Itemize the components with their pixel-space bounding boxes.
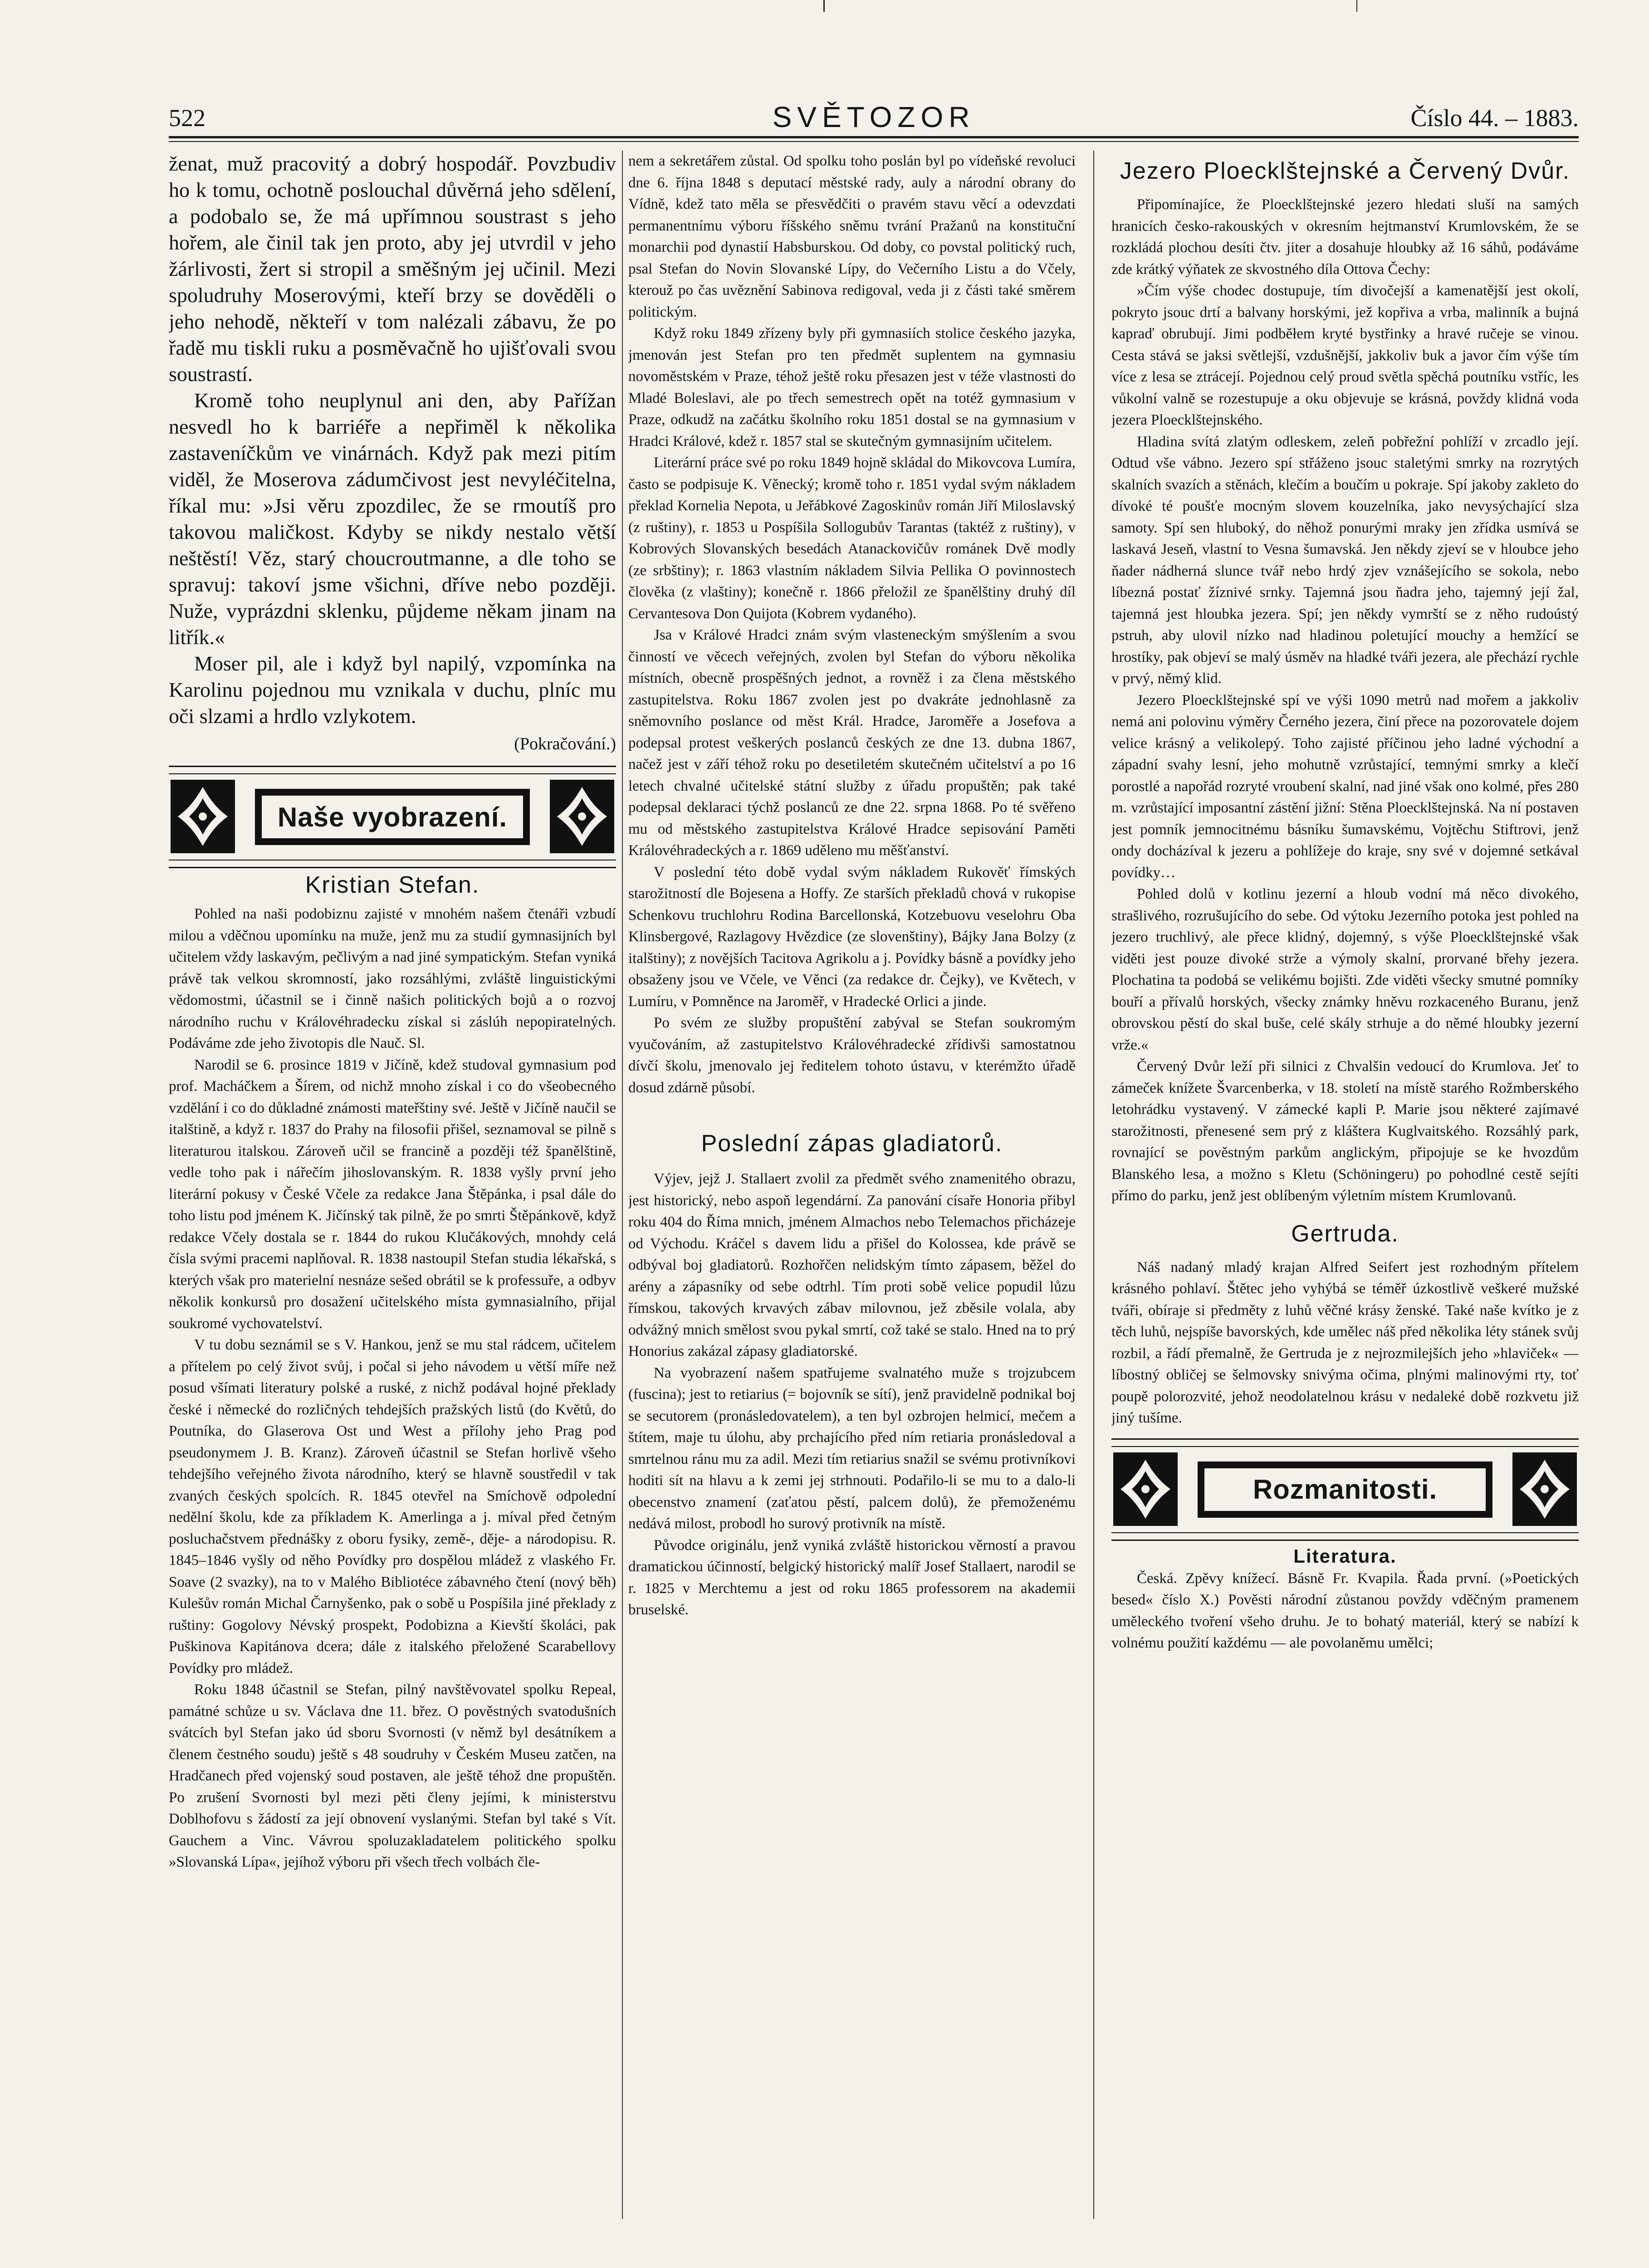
article-paragraph: Původce originálu, jenž vyniká zvláště historickou věrností a pravou dramatickou účinností, belgický historický malíř Josef Stallaert, narodil se r. 1825 v Merchtemu a jest od roku 1865 professorem na akademii bruselské. (628, 1537, 1076, 1618)
header-rule-thin (169, 141, 1579, 142)
article-heading: Kristian Stefan. (305, 872, 480, 898)
column-divider-1 (622, 151, 623, 2219)
article-paragraph: Literární práce své po roku 1849 hojně skládal do Mikovcova Lumíra, často se podpisuje K. Věnecký; kromě toho r. 1851 vydal svým nákladem překlad Kornelia Nepota, u Jeřábkové Zagoskinův román Jiří Miloslavský (z ruštiny), r. 1853 u Pospíšila Sollogubův Tarantas (taktéž z ruštiny), v Kobrových Slovanských besedách Atanackovičův románek Dvě modly (ze srbštiny); r. 1863 vlastním nákladem Silvia Pellika O povinnostech člověka (z vlaštiny); konečně r. 1866 přeložil ze španělštiny druhý díl Cervantesova Don Quijota (Kobrem vydaného). (628, 455, 1076, 622)
magazine-title: SVĚTOZOR (772, 101, 975, 133)
article-paragraph: Když roku 1849 zřízeny byly při gymnasiích stolice českého jazyka, jmenován jest Stefan pro ten předmět suplentem na gymnasiu novoměstském v Praze, téhož ještě roku přesazen jest v téže vlastnosti do Mladé Boleslavi, ale po třech semestrech opět na totéž gymnasium v Praze, odkudž na začátku školního roku 1851 dostal se na gymnasium v Hradci Králové, kdež r. 1857 stal se skutečným gymnasijním učitelem. (628, 325, 1076, 450)
banner-label: Naše vyobrazení. (261, 795, 524, 839)
story-paragraph: Moser pil, ale i když byl napilý, vzpomínka na Karolinu pojednou mu vznikala v duchu, plníc mu oči slzami a hrdlo vzlykotem. (169, 652, 616, 728)
issue-number: Číslo 44. – 1883. (1410, 104, 1579, 132)
fleur-ornament-icon (1511, 1451, 1579, 1528)
banner-label-frame (1198, 1461, 1492, 1518)
story-continuation-paragraph: ženat, muž pracovitý a dobrý hospodář. Povzbudiv ho k tomu, ochotně poslouchal důvěrná jeho sdělení, a podobalo se, že má upřímnou soustrast s jeho hořem, ale činil tak jen proto, aby jej utvrdil v jeho žárlivosti, žert si stropil a směšným jej učinil. Mezi spoludruhy Moserovými, kteří brzy se dověděli o jeho nehodě, někteří v tom nalézali zábavu, že po řadě mu tiskli ruku a posměvačně ho ujišťovali svou soustrastí. (169, 152, 616, 386)
column-1 (169, 151, 616, 2219)
article-heading: Gertruda. (1291, 1220, 1399, 1247)
top-border-mark-right (1356, 0, 1357, 12)
article-paragraph: Na vyobrazení našem spatřujeme svalnatého muže s trojzubcem (fuscina); jest to retiarius (= bojovník se sítí), jenž pravidelně podnikal boj se secutorem (pronásledovatelem), a ten byl ozbrojen helmicí, mečem a štítem, maje tu úlohu, aby prchajícího před ním retiaria pronásledoval a smrtelnou ránu mu za adil. Mezi tím retiarius snažil se svému protivníkovi hoditi sít na hlavu a k zemi jej strhnouti. Podařilo-li se mu to a dalo-li obecenstvo znamení (zaťatou pěstí, palcem dolů), že přemoženému nedává milost, probodl ho surový protivník na místě. (628, 1364, 1076, 1532)
page-number: 522 (169, 104, 206, 132)
page-header (169, 98, 1579, 134)
article-paragraph: Hladina svítá zlatým odleskem, zeleň pobřežní pohlíží v zrcadlo její. Odtud vše vábno. Jezero spí střáženo jsouc staletými smrky na rozrytých skalních svazích a stěnách, klečím a boučím u pokraje. Spí jakoby zakleto do dívoké té poušťe mocným slovem kouzelníka, jako nevysýchající slza samoty. Spí sen hluboký, do něhož ponurými mraky jen zřídka usmívá se laskavá Jeseň, vlastní to Vesna šumavská. Jen někdy zjeví se v hloubce jeho ňader nádherná slunce tvář nebo hrdý zjev vznášejícího se sokola, nebo líbezná postať žíznivé srnky. Tajemná jsou ňadra jeho, tajemný její žal, tajemná jest hloubka jezera. Spí; jen někdy vymrští se z něho rudoústý pstruh, aby ulovil nízko nad hladinou poletující mouchy a hemžící se hrostíky, pak objeví se malý úsměv na hladké tváři jezera, ale přechází rychle v prvý, němý klid. (1111, 433, 1579, 687)
column-3 (1111, 151, 1579, 2219)
article-paragraph: Jezero Ploecklštejnské spí ve výši 1090 metrů nad mořem a jakkoliv nemá ani polovinu výměry Černého jezera, činí přece na pozorovatele dojem velice krásný a velikolepý. Toho zajisté příčinou jeho ladné východní a západní svahy lesní, jeho mohutně vzrůstající, temnými smrky a klečí porostlé a napořád rozryté vroubení skalní, nad jiné však ono kolmé, přes 280 m. vzrůstající imposantní zástění jižní: Stěna Ploecklštejnská. Na ní postaven jest pomník jemnocitnému básníku šumavskému, Vojtěchu Stiftrovi, jenž ondy docházíval k jezeru a pohlížeje do kraje, sny své v dojemné setkával povídky… (1111, 692, 1579, 881)
column-2 (628, 151, 1076, 2219)
article-paragraph: Česká. Zpěvy knížecí. Básně Fr. Kvapila. Řada první. (»Poetických besed« číslo X.) Pověsti národní zůstanou povždy vděčným pramenem uměleckého tvoření všeho druhu. Je to bohatý materiál, který se nabízí k volnému použití každému — ale povolaněmu umělci; (1111, 1570, 1579, 1651)
article-paragraph: Připomínajíce, že Ploecklštejnské jezero hledati sluší na samých hranicích česko-rakouských v okresním hejtmanství Krumlovském, že se rozkládá plochou desíti čtv. jiter a dosahuje hloubky až 16 sáhů, podáváme zde krátký výňatek ze skvostného díla Ottova Čechy: (1111, 196, 1579, 278)
article-heading: Poslední zápas gladiatorů. (701, 1130, 1003, 1157)
top-border-mark (823, 0, 825, 12)
fleur-ornament-icon (169, 778, 237, 855)
article-heading: Jezero Ploecklštejnské a Červený Dvůr. (1120, 158, 1571, 184)
fleur-ornament-icon (548, 778, 616, 855)
article-paragraph: Narodil se 6. prosince 1819 v Jičíně, kdež studoval gymnasium pod prof. Macháčkem a Šírem, od nichž mnoho získal i co do všeobecného vzdělání i co do důkladné známosti mateřštiny své. Ještě v Jičíně naučil se italštině, a když r. 1837 do Prahy na filosofii přišel, seznamoval se pilně s literaturou italskou. Zároveň učil se francině a později též španělštině, vedle toho pak i nářečím jihoslovanským. R. 1838 vyšly první jeho literární pokusy v České Včele za redakce Jana Štěpánka, i psal dále do toho listu pod jménem K. Jičínský tak pilně, že po smrti Štěpánkově, když redakce Včely dostala se r. 1844 do rukou Klučákových, mnohdy celá čísla svými pracemi naplňoval. R. 1838 nastoupil Stefan studia lékařská, s kterých však pro materielní nesnáze sešed obrátil se k professuře, a odbyv několik konkursů pro dosažení učitelského místa gymnasialního, přijal soukromé vychovatelství. (169, 1056, 616, 1332)
column-divider-2 (1093, 151, 1094, 2219)
article-paragraph: Po svém ze služby propuštění zabýval se Stefan soukromým vyučováním, až zastupitelstvo Královéhradecké zřídivši samostatnou dívčí školu, jmenovalo jej ředitelem tohoto ústavu, v kterémžto úřadě dosud zdárně působí. (628, 1015, 1076, 1096)
article-paragraph: Výjev, jejž J. Stallaert zvolil za předmět svého znamenitého obrazu, jest historický, nebo aspoň legendární. Za panování císaře Honoria přibyl roku 404 do Říma mnich, jménem Almachos nebo Telemachos přicházeje od Východu. Kráčel s davem lidu a přišel do Kolossea, kde právě se odbýval boj gladiatorů. Rozhořčen nelidským tímto zápasem, běžel do arény a zápasníky od sebe odtrhl. Tím proti sobě velice popudil lůzu římskou, takových krvavých zábav milovnou, jež zběsile volala, aby odvážný mnich smělost svou pykal smrtí, což také se stalo. Hned na to prý Honorius zakázal zápasy gladiatorské. (628, 1171, 1076, 1359)
story-paragraph: Kromě toho neuplynul ani den, aby Pařížan nesvedl ho k barriéře a nepřiměl k několika zastaveníčkům ve vinárnách. Když pak mezi pitím viděl, že Moserova zádumčivost jest nevyléčitelna, říkal mu: »Jsi věru zpozdilec, že se rmoutíš pro takovou maličkost. Kdyby se nikdy nestalo větší neštěstí! Věz, starý choucroutmanne, a dle toho se spravuj: takoví jsme všichni, dříve nebo později. Nuže, vyprázdni sklenku, půjdeme někam jinam na litřík.« (169, 389, 616, 649)
article-paragraph: Roku 1848 účastnil se Stefan, pilný navštěvovatel spolku Repeal, památné schůze u sv. Václava dne 11. břez. O pověstných svatodušních svátcích byl Stefan jako úd sboru Svornosti (v němž byl desátníkem a členem čestného soudu) ještě s 48 soudruhy v Českém Museu zatčen, na Hradčanech před vojenský soud postaven, ale ještě téhož dne propuštěn. Po zrušení Svornosti byl mezi pěti členy jejími, k ministerstvu Doblhofovu s žádostí za její obnovení vyslanými. Stefan byl také s Vít. Gauchem a Vinc. Vávrou spoluzakladatelem politického spolku »Slovanská Lípa«, jejíhož výboru při všech třech volbách čle- (169, 1681, 616, 1870)
article-paragraph: nem a sekretářem zůstal. Od spolku toho poslán byl po vídeňské revoluci dne 6. října 1848 s deputací městské rady, auly a národní obrany do Vídně, kdež tato měla se přesvědčiti o pravém stavu věcí a odevzdati permanentnímu výboru říšského sněmu tvrání Pražanů na konstituční monarchii pod dynastií Habsburskou. Od doby, co povstal politický ruch, psal Stefan do Novin Slovanské Lípy, do Večerního Listu a do Včely, kterouž po čas uvěznění Sabinova redigoval, veda ji z části také směrem politickým. (628, 153, 1076, 320)
article-paragraph: V poslední této době vydal svým nákladem Rukověť římských starožitností dle Bojesena a Hoffy. Ze starších překladů chová v rukopise Schenkovu truchlohru Rodina Barcellonská, Kotzebuovu veselohru Oba Klinsbergové, Razlagovy Hvězdice (ze slovenštiny), Bájky Jana Bolzy (z italštiny); z novějších Tacitova Agrikolu a j. Povídky básně a povídky jeho obsaženy jsou ve Včele, ve Věnci (za redakce dr. Čejky), ve Květech, v Lumíru, v Pomněnce na Jaroměř, v Hradecké Orlici a jinde. (628, 864, 1076, 1010)
article-paragraph: Jsa v Králové Hradci znám svým vlasteneckým smýšlením a svou činností ve věcech veřejných, zvolen byl Stefan do výboru několika místních, obecně prospěšných jednot, a rovněž i za člena městského zastupitelstva. Roku 1867 zvolen jest po dvakráte jednohlasně za sněmovního poslance od měst Král. Hradce, Jaroměře a Josefova a podepsal protest veškerých poslanců českých ze dne 13. dubna 1867, načež jest v září téhož roku po desetiletém skutečném učitelství a po 16 letech chvalné učitelské státní služby z úřadu propuštěn; pak také podepsal deklaraci týchž poslanců ze dne 22. srpna 1868. Po té svěřeno mu od městského zastupitelstva Králové Hradce sepisování Paměti Královéhradeckých a r. 1869 uděleno mu měšťanství. (628, 627, 1076, 859)
header-rule (169, 136, 1579, 138)
section-banner-rozmanitosti (1111, 1438, 1579, 1541)
banner-label: Rozmanitosti. (1204, 1467, 1487, 1512)
article-paragraph: Náš nadaný mladý krajan Alfred Seifert jest rozhodným přítelem krásného pohlaví. Štětec jeho vyhýbá se téměř úzkostlivě veškeré mužské tváři, obíraje si předměty z luhů věčné krásy ženské. Také naše kvítko je z těch luhů, nejspíše bavorských, kde umělec náš před několika léty stánek svůj rozbil, a řádí přemalně, že Gertruda je z nejrozmilejších jeho »hlaviček« — líbostný obličej se šelmovsky snivýma očima, plnými malinovými rty, toť poupě polorozvité, jehož neodolatelnou krásu v nedaleké době rozkvetu již jiný tušíme. (1111, 1259, 1579, 1426)
fleur-ornament-icon (1111, 1451, 1179, 1528)
section-subheading: Literatura. (1293, 1545, 1397, 1567)
article-paragraph: Červený Dvůr leží při silnici z Chvalšin vedoucí do Krumlova. Jeť to zámeček knížete Švarcenberka, v 18. století na místě starého Rožmberského letohrádku vystavený. V zámecké kapli P. Marie jsou některé zajímavé starožitnosti, přenesené sem prý z kláštera Kuglvaitského. Rozsáhlý park, rovnající se pověstným parkům anglickým, připojuje se ke hvozdům Blanského lesa, a možno s Kletu (Schöningeru) po pohodlné cestě sejíti přímo do parku, jenž jest oblíbeným výletním místem Krumlovanů. (1111, 1058, 1579, 1204)
article-paragraph: Pohled dolů v kotlinu jezerní a hloub vodní má něco divokého, strašlivého, rozrušujícího do sebe. Od výtoku Jezerního potoka jest pohled na jezero truchlivý, ale přece klidný, dojemný, s výše Ploecklštejnské však viděti jest pouze divoké strže a výmoly skalní, prorvané břehy jezera. Plochatina ta podobá se velikému bojišti. Zde viděti všecky smutné pomníky bouří a přívalů horských, všecky známky hněvu rozkaceného Buranu, jenž obrovskou pěstí do skal buše, celé skály strhuje a do němé hloubky jezerní vrže.« (1111, 886, 1579, 1053)
article-paragraph: V tu dobu seznámil se s V. Hankou, jenž se mu stal rádcem, učitelem a přítelem po celý život svůj, i počal si jeho návodem u větší míře než posud všímati literatury polské a ruské, z nichž podával hojné překlady české i německé do rozličných tehdejších pražských listů (do Květů, do Poutníka, do Glaserova Ost und West a přílohy jeho Prag pod pseudonymem J. B. Kranz). Zároveň účastnil se Stefan horlivě všeho tehdejšího veřejného života národního, který se hlavně soustředil v tak zvaných českých spolcích. R. 1845 otevřel na Smíchově odpolední nedělní školu, kde za příkladem K. Amerlinga a j. míval před četným posluchačstvem přednášky z oboru fysiky, země-, děje- a národopisu. R. 1845–1846 vyšly od něho Povídky pro dospělou mládež z vlaského Fr. Soave (2 svazky), na to v Malého Bibliotéce zábavného čtení (nový běh) Kulešův román Michal Čarnyšenko, pak o sobě u Pospíšila jiné překlady z ruštiny: Gogolovy Névský prospekt, Podobizna a Kievští školáci, pak Puškinova Kapitánova dcera; dále z italského přeložené Scarabellovy Povídky pro mládež. (169, 1337, 616, 1677)
section-banner-nase-vyobrazeni (169, 766, 616, 868)
article-paragraph: Pohled na naši podobiznu zajisté v mnohém našem čtenáři vzbudí milou a vděčnou upomínku na muže, jenž mu za studií gymnasijních byl učitelem vždy laskavým, pečlivým a nad jiné sympatickým. Stefan vyniká právě tak velkou skromností, jako rozsáhlými, zvláště linguistickými vědomostmi, účastnil se i činně našich politických bojů a o rozvoj národního ruchu v Královéhradecku získal si záslúh nepopiratelných. Podáváme zde jeho životopis dle Nauč. Sl. (169, 906, 616, 1051)
banner-label-frame (255, 789, 530, 845)
to-be-continued: (Pokračování.) (514, 734, 616, 753)
article-paragraph: »Čím výše chodec dostupuje, tím divočejší a kamenatější jest okolí, pokryto jsouc drtí a balvany horskými, jež kopřiva a vrba, malinník a bujná kapraď obrubují. Jimi podběłem kryté bystřinky a hravé ručeje se vinou. Cesta stává se jaksi světlejší, vzdušnější, jakkoliv buk a javor čím výše tím více z lesa se ztrácejí. Pojednou celý proud světla spěchá poutníku vstříc, les vůkolní valně se rozestupuje a oku objevuje se krásná, povždy klidná voda jezera Ploecklštejnského. (1111, 283, 1579, 428)
